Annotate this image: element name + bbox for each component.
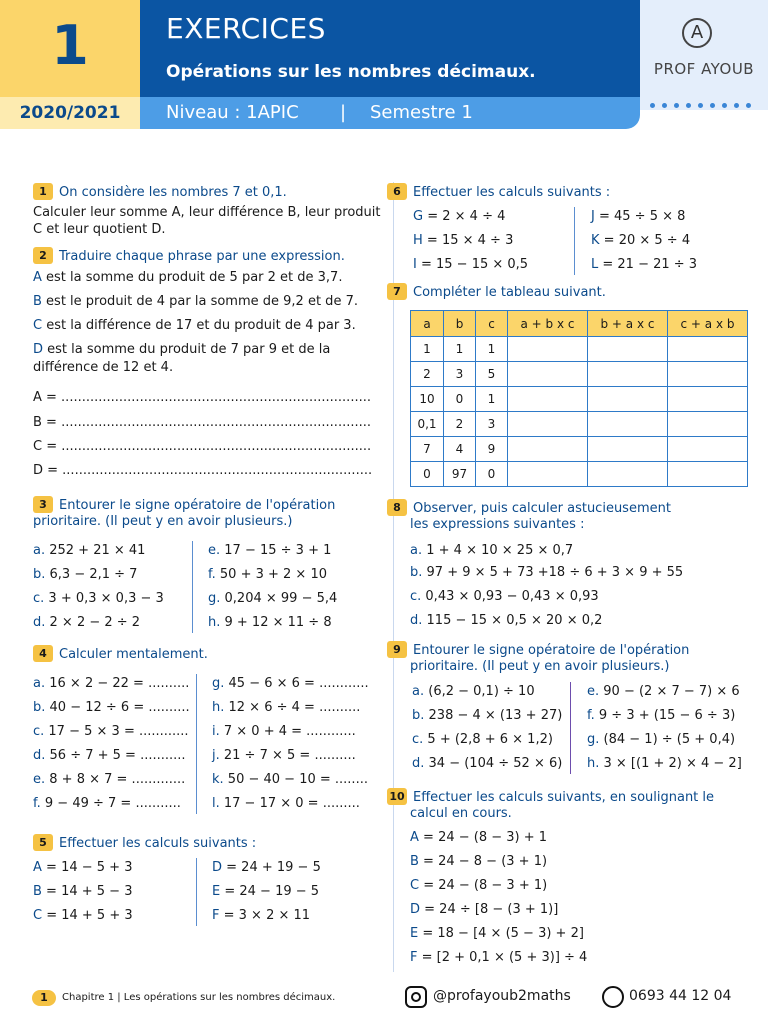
exercise-10-item: D = 24 ÷ [8 − (3 + 1)] <box>410 902 559 917</box>
table-row: 0,1 2 3 <box>411 412 748 437</box>
exercise-10-title: Effectuer les calculs suivants, en soulignant le <box>413 790 715 805</box>
footer-chapter: Chapitre 1 | Les opérations sur les nombres décimaux. <box>62 992 336 1003</box>
exercise-6-item: J = 45 ÷ 5 × 8 <box>591 209 686 224</box>
exercise-10-item: A = 24 − (8 − 3) + 1 <box>410 830 548 845</box>
exercise-9-item: b. 238 − 4 × (13 + 27) <box>412 708 563 723</box>
table-answer-cell[interactable] <box>668 412 748 437</box>
exercise-4-item: g. 45 − 6 × 6 = ............ <box>212 676 369 691</box>
page-subtitle: Opérations sur les nombres décimaux. <box>166 62 536 82</box>
column-divider <box>192 541 193 633</box>
exercise-10-item: B = 24 − 8 − (3 + 1) <box>410 854 548 869</box>
exercise-6-item: L = 21 − 21 ÷ 3 <box>591 257 698 272</box>
semester-label: Semestre 1 <box>370 102 473 123</box>
logo-icon: A <box>682 18 712 48</box>
exercise-2-item: B est le produit de 4 par la somme de 9,2 et de 7. <box>33 294 358 309</box>
exercise-5-item: C = 14 + 5 + 3 <box>33 908 133 923</box>
exercise-9-item: h. 3 × [(1 + 2) × 4 − 2] <box>587 756 742 771</box>
table-header: c + a x b <box>668 311 748 337</box>
logo-dots <box>650 93 760 99</box>
exercise-6-item: I = 15 − 15 × 0,5 <box>413 257 529 272</box>
exercise-6-badge: 6 <box>387 183 407 200</box>
exercise-3-item: d. 2 × 2 − 2 ÷ 2 <box>33 615 141 630</box>
level-banner <box>140 97 640 129</box>
exercise-8-item: c. 0,43 × 0,93 − 0,43 × 0,93 <box>410 589 599 604</box>
exercise-5-item: D = 24 + 19 − 5 <box>212 860 321 875</box>
exercise-6-item: K = 20 × 5 ÷ 4 <box>591 233 691 248</box>
level-label: Niveau : 1APIC <box>166 102 299 123</box>
table-answer-cell[interactable] <box>508 362 588 387</box>
exercise-9-item: e. 90 − (2 × 7 − 7) × 6 <box>587 684 740 699</box>
answer-line-a: A = ........................................................................... <box>33 390 371 405</box>
footer-page-number: 1 <box>32 990 56 1006</box>
table-answer-cell[interactable] <box>668 387 748 412</box>
table-row: 2 3 5 <box>411 362 748 387</box>
table-answer-cell[interactable] <box>668 337 748 362</box>
table-answer-cell[interactable] <box>668 462 748 487</box>
exercise-2-item: A est la somme du produit de 5 par 2 et de 3,7. <box>33 270 343 285</box>
table-header: a + b x c <box>508 311 588 337</box>
instagram-icon <box>405 986 427 1008</box>
exercise-4-item: i. 7 × 0 + 4 = ............ <box>212 724 356 739</box>
table-answer-cell[interactable] <box>588 462 668 487</box>
exercise-2-item: D est la somme du produit de 7 par 9 et de la <box>33 342 331 357</box>
exercise-4-item: f. 9 − 49 ÷ 7 = ........... <box>33 796 181 811</box>
answer-line-b: B = ........................................................................... <box>33 415 371 430</box>
level-separator: | <box>340 102 347 123</box>
phone-number[interactable]: 0693 44 12 04 <box>629 988 732 1004</box>
exercise-1-line: Calculer leur somme A, leur différence B, leur produit <box>33 205 381 220</box>
exercise-5-item: F = 3 × 2 × 11 <box>212 908 311 923</box>
chapter-number-box <box>0 0 140 97</box>
exercise-9 <box>387 641 762 675</box>
table-answer-cell[interactable] <box>588 362 668 387</box>
table-header: a <box>411 311 444 337</box>
column-divider <box>196 674 197 814</box>
table-answer-cell[interactable] <box>588 337 668 362</box>
exercise-7-badge: 7 <box>387 283 407 300</box>
column-divider <box>570 682 571 774</box>
exercise-4-item: h. 12 × 6 ÷ 4 = .......... <box>212 700 361 715</box>
exercise-4-item: j. 21 ÷ 7 × 5 = .......... <box>212 748 356 763</box>
table-answer-cell[interactable] <box>508 387 588 412</box>
table-row: 7 4 9 <box>411 437 748 462</box>
exercise-8-title-cont: les expressions suivantes : <box>410 517 585 532</box>
exercise-4-item: c. 17 − 5 × 3 = ............ <box>33 724 189 739</box>
table-answer-cell[interactable] <box>668 437 748 462</box>
table-header: c <box>476 311 508 337</box>
exercise-5-title: Effectuer les calculs suivants : <box>59 836 257 851</box>
column-divider <box>574 207 575 275</box>
answer-line-c: C = ........................................................................... <box>33 439 372 454</box>
exercise-10-title-cont: calcul en cours. <box>410 806 512 821</box>
table-answer-cell[interactable] <box>508 337 588 362</box>
exercise-7 <box>387 283 757 301</box>
school-year: 2020/2021 <box>19 103 121 123</box>
values-table <box>410 310 748 487</box>
exercise-8 <box>387 499 757 533</box>
exercise-6 <box>387 183 757 201</box>
table-row: 0 97 0 <box>411 462 748 487</box>
exercise-5-item: E = 24 − 19 − 5 <box>212 884 320 899</box>
whatsapp-icon <box>602 986 624 1008</box>
exercise-2 <box>33 247 383 265</box>
exercise-8-title: Observer, puis calculer astucieusement <box>413 501 671 516</box>
exercise-4-badge: 4 <box>33 645 53 662</box>
exercise-2-badge: 2 <box>33 247 53 264</box>
table-answer-cell[interactable] <box>508 412 588 437</box>
table-answer-cell[interactable] <box>588 412 668 437</box>
instagram-handle[interactable]: @profayoub2maths <box>433 988 571 1004</box>
exercise-9-item: f. 9 ÷ 3 + (15 − 6 ÷ 3) <box>587 708 736 723</box>
exercise-9-item: c. 5 + (2,8 + 6 × 1,2) <box>412 732 553 747</box>
exercise-10 <box>387 788 762 822</box>
exercise-1-badge: 1 <box>33 183 53 200</box>
exercise-9-title: Entourer le signe opératoire de l'opération <box>413 643 690 658</box>
exercise-4-item: l. 17 − 17 × 0 = ......... <box>212 796 360 811</box>
exercise-8-item: b. 97 + 9 × 5 + 73 +18 ÷ 6 + 3 × 9 + 55 <box>410 565 684 580</box>
table-row: 10 0 1 <box>411 387 748 412</box>
exercise-4 <box>33 645 383 663</box>
exercise-8-item: a. 1 + 4 × 10 × 25 × 0,7 <box>410 543 574 558</box>
exercise-10-item: E = 18 − [4 × (5 − 3) + 2] <box>410 926 584 941</box>
exercise-1-title: On considère les nombres 7 et 0,1. <box>59 185 287 200</box>
exercise-5-badge: 5 <box>33 834 53 851</box>
exercise-3-item: h. 9 + 12 × 11 ÷ 8 <box>208 615 332 630</box>
table-header: b <box>444 311 476 337</box>
exercise-7-title: Compléter le tableau suivant. <box>413 285 606 300</box>
exercise-1 <box>33 183 383 238</box>
exercise-3-item: e. 17 − 15 ÷ 3 + 1 <box>208 543 332 558</box>
exercise-3-item: g. 0,204 × 99 − 5,4 <box>208 591 338 606</box>
exercise-9-badge: 9 <box>387 641 407 658</box>
exercise-5-item: A = 14 − 5 + 3 <box>33 860 133 875</box>
exercise-3-item: f. 50 + 3 + 2 × 10 <box>208 567 327 582</box>
exercise-4-title: Calculer mentalement. <box>59 647 208 662</box>
exercise-5-item: B = 14 + 5 − 3 <box>33 884 133 899</box>
exercise-4-item: b. 40 − 12 ÷ 6 = .......... <box>33 700 190 715</box>
exercise-4-item: a. 16 × 2 − 22 = .......... <box>33 676 190 691</box>
exercise-4-item: k. 50 − 40 − 10 = ........ <box>212 772 368 787</box>
page-title: EXERCICES <box>166 12 326 45</box>
table-header: b + a x c <box>588 311 668 337</box>
year-box <box>0 97 140 129</box>
exercise-3-item: b. 6,3 − 2,1 ÷ 7 <box>33 567 138 582</box>
table-answer-cell[interactable] <box>588 437 668 462</box>
exercise-8-badge: 8 <box>387 499 407 516</box>
exercise-8-item: d. 115 − 15 × 0,5 × 20 × 0,2 <box>410 613 603 628</box>
exercise-3-title: Entourer le signe opératoire de l'opération <box>59 498 336 513</box>
exercise-2-title: Traduire chaque phrase par une expression. <box>59 249 345 264</box>
exercise-4-item: e. 8 + 8 × 7 = ............. <box>33 772 186 787</box>
exercise-4-item: d. 56 ÷ 7 + 5 = ........... <box>33 748 186 763</box>
exercise-6-item: H = 15 × 4 ÷ 3 <box>413 233 514 248</box>
exercise-10-item: C = 24 − (8 − 3 + 1) <box>410 878 548 893</box>
table-answer-cell[interactable] <box>508 437 588 462</box>
exercise-3 <box>33 496 383 530</box>
table-answer-cell[interactable] <box>588 387 668 412</box>
exercise-10-item: F = [2 + 0,1 × (5 + 3)] ÷ 4 <box>410 950 588 965</box>
exercise-5 <box>33 834 383 852</box>
exercise-3-badge: 3 <box>33 496 53 513</box>
exercise-6-title: Effectuer les calculs suivants : <box>413 185 611 200</box>
exercise-3-title-cont: prioritaire. (Il peut y en avoir plusieurs.) <box>33 514 293 529</box>
column-divider <box>196 858 197 926</box>
exercise-2-item-cont: différence de 12 et 4. <box>33 360 174 375</box>
exercise-9-item: a. (6,2 − 0,1) ÷ 10 <box>412 684 535 699</box>
table-answer-cell[interactable] <box>668 362 748 387</box>
exercise-1-line: C et leur quotient D. <box>33 222 166 237</box>
exercise-2-item: C est la différence de 17 et du produit de 4 par 3. <box>33 318 356 333</box>
table-row: 1 1 1 <box>411 337 748 362</box>
table-answer-cell[interactable] <box>508 462 588 487</box>
chapter-number: 1 <box>51 14 89 77</box>
exercise-9-item: d. 34 − (104 ÷ 52 × 6) <box>412 756 563 771</box>
exercise-10-badge: 10 <box>387 788 407 805</box>
exercise-3-item: c. 3 + 0,3 × 0,3 − 3 <box>33 591 164 606</box>
logo-name: PROF AYOUB <box>653 60 755 78</box>
exercise-9-item: g. (84 − 1) ÷ (5 + 0,4) <box>587 732 736 747</box>
exercise-9-title-cont: prioritaire. (Il peut y en avoir plusieurs.) <box>410 659 670 674</box>
answer-line-d: D = ........................................................................... <box>33 463 373 478</box>
exercise-6-item: G = 2 × 4 ÷ 4 <box>413 209 506 224</box>
exercise-3-item: a. 252 + 21 × 41 <box>33 543 146 558</box>
